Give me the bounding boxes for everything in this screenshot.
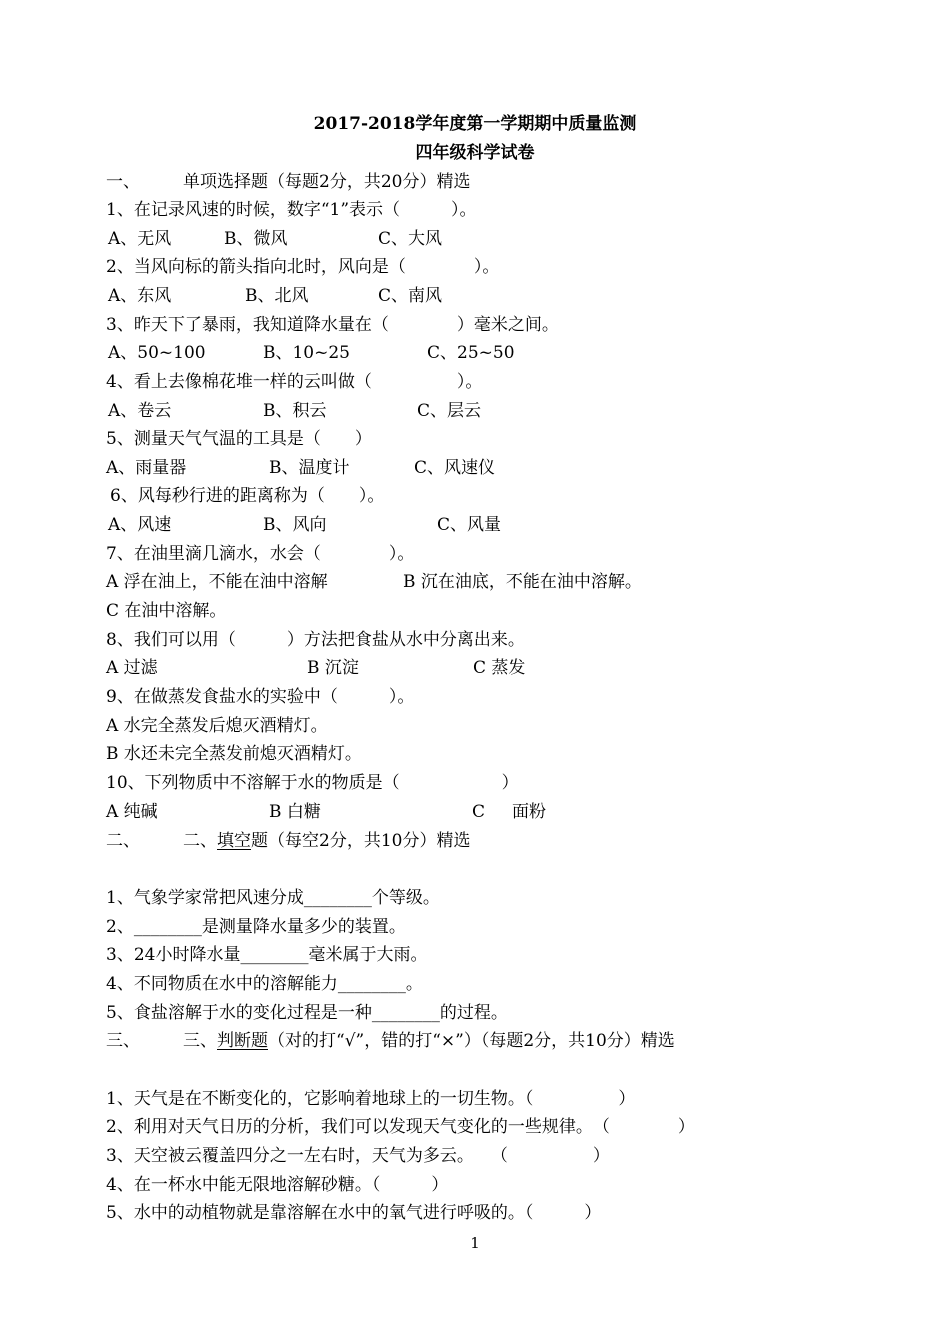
question-5: 5、测量天气气温的工具是（ ） <box>106 429 372 449</box>
q6-option-b: B、风向 <box>263 515 327 535</box>
q3-option-b: B、10~25 <box>263 343 351 363</box>
fill-item-2: 2、________是测量降水量多少的装置。 <box>106 917 406 937</box>
question-4: 4、看上去像棉花堆一样的云叫做（ ）。 <box>106 372 483 392</box>
q5-option-a: A、雨量器 <box>106 458 187 478</box>
q8-option-c: C 蒸发 <box>473 658 526 678</box>
q9-option-a: A 水完全蒸发后熄灭酒精灯。 <box>106 716 328 736</box>
question-2: 2、当风向标的箭头指向北时，风向是（ ）。 <box>106 257 500 277</box>
q4-option-a: A、卷云 <box>108 401 172 421</box>
question-6: 6、风每秒行进的距离称为（ ）。 <box>110 486 385 506</box>
q4-option-b: B、积云 <box>263 401 327 421</box>
q4-option-c: C、层云 <box>417 401 482 421</box>
section3-keyword: 判断题 <box>217 1031 268 1051</box>
question-10: 10、下列物质中不溶解于水的物质是（ ） <box>106 773 519 793</box>
judge-item-1: 1、天气是在不断变化的，它影响着地球上的一切生物。（ ） <box>106 1089 636 1109</box>
q6-option-c: C、风量 <box>437 515 502 535</box>
section3-prefix: 三、 <box>183 1031 217 1051</box>
q5-option-b: B、温度计 <box>269 458 350 478</box>
section3-number: 三、 <box>106 1031 140 1051</box>
q8-option-a: A 过滤 <box>106 658 158 678</box>
fill-item-5: 5、食盐溶解于水的变化过程是一种________的过程。 <box>106 1003 508 1023</box>
q2-option-a: A、东风 <box>108 286 172 306</box>
question-8: 8、我们可以用（ ）方法把食盐从水中分离出来。 <box>106 630 525 650</box>
q7-option-c: C 在油中溶解。 <box>106 601 227 621</box>
q1-option-a: A、无风 <box>108 229 172 249</box>
q6-option-a: A、风速 <box>108 515 172 535</box>
q7-option-a: A 浮在油上，不能在油中溶解 <box>106 572 328 592</box>
section1-heading: 单项选择题（每题2分，共20分）精选 <box>183 172 471 192</box>
fill-item-1: 1、气象学家常把风速分成________个等级。 <box>106 888 440 908</box>
fill-item-3: 3、24小时降水量________毫米属于大雨。 <box>106 945 428 965</box>
section2-keyword: 填空 <box>217 831 251 851</box>
section1-number: 一、 <box>106 172 140 192</box>
q10-option-c: C <box>472 802 486 822</box>
q2-option-c: C、南风 <box>378 286 443 306</box>
section2-prefix: 二、 <box>183 831 217 851</box>
section2-number: 二、 <box>106 831 140 851</box>
q10-option-a: A 纯碱 <box>106 802 158 822</box>
section2-heading <box>183 830 470 852</box>
question-1: 1、在记录风速的时候，数字“1”表示（ ）。 <box>106 200 477 220</box>
exam-subtitle: 四年级科学试卷 <box>415 143 535 163</box>
judge-item-3: 3、天空被云覆盖四分之一左右时，天气为多云。 （ ） <box>106 1146 610 1166</box>
q1-option-c: C、大风 <box>378 229 443 249</box>
judge-item-5: 5、水中的动植物就是靠溶解在水中的氧气进行呼吸的。（ ） <box>106 1203 602 1223</box>
fill-item-4: 4、不同物质在水中的溶解能力________。 <box>106 974 423 994</box>
q1-option-b: B、微风 <box>224 229 288 249</box>
q3-option-c: C、25~50 <box>427 343 515 363</box>
question-3: 3、昨天下了暴雨，我知道降水量在（ ）毫米之间。 <box>106 315 559 335</box>
judge-item-2: 2、利用对天气日历的分析，我们可以发现天气变化的一些规律。 （ ） <box>106 1117 695 1137</box>
q10-option-c-text: 面粉 <box>512 802 546 822</box>
q10-option-b: B 白糖 <box>269 802 321 822</box>
q3-option-a: A、50~100 <box>108 343 206 363</box>
page-number: 1 <box>470 1234 480 1252</box>
section2-rest: 题（每空2分，共10分）精选 <box>251 831 471 851</box>
section3-heading <box>183 1030 675 1052</box>
question-7: 7、在油里滴几滴水，水会（ ）。 <box>106 544 415 564</box>
exam-title: 2017-2018学年度第一学期期中质量监测 <box>313 114 637 134</box>
section3-rest: （对的打“√”，错的打“×”）（每题2分，共10分）精选 <box>268 1031 675 1051</box>
judge-item-4: 4、在一杯水中能无限地溶解砂糖。（ ） <box>106 1175 449 1195</box>
q2-option-b: B、北风 <box>245 286 309 306</box>
q5-option-c: C、风速仪 <box>414 458 496 478</box>
q7-option-b: B 沉在油底，不能在油中溶解。 <box>403 572 642 592</box>
question-9: 9、在做蒸发食盐水的实验中（ ）。 <box>106 687 415 707</box>
q9-option-b: B 水还未完全蒸发前熄灭酒精灯。 <box>106 744 362 764</box>
q8-option-b: B 沉淀 <box>307 658 359 678</box>
